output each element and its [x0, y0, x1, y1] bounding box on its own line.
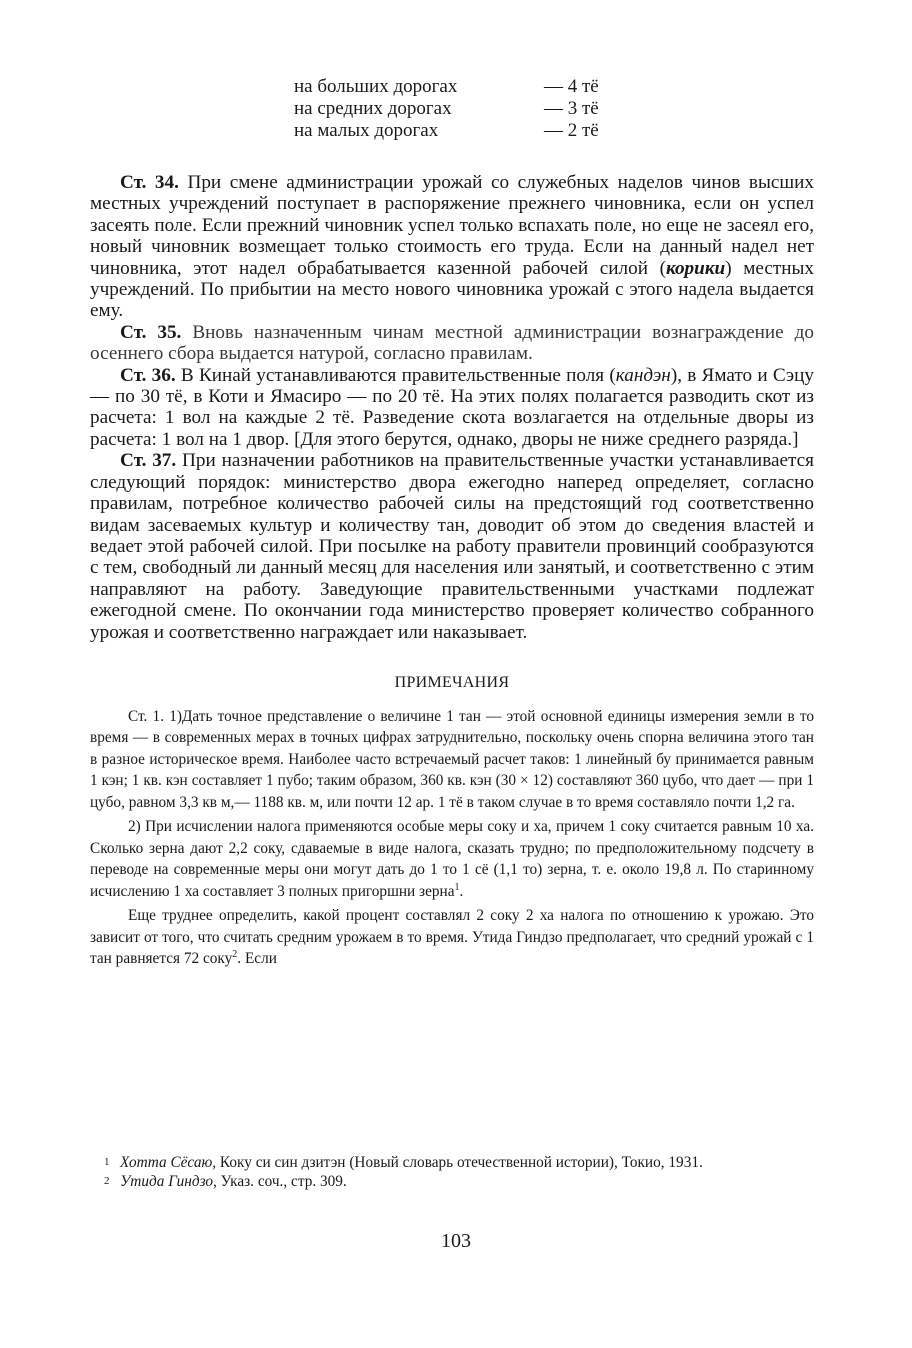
- article-34: [90, 172, 814, 322]
- road-label: на средних дорогах: [294, 98, 452, 119]
- footnote-content: Коку си син дзитэн (Новый словарь отечественной истории), Токио, 1931.: [216, 1154, 703, 1171]
- article-number: Ст. 34.: [120, 172, 179, 193]
- article-text: При смене администрации урожай со служебных наделов чинов высших местных учреждений поступает в распоряжение прежнего чиновника, если он успел засеять поле. Если прежний чиновник успел только вспахать поле, но еще не засеял его, новый чиновник возмещает только стоимость его труда. Если на данный надел нет чиновника, этот надел обрабатывается казенной рабочей силой (: [90, 172, 814, 279]
- road-row: [294, 98, 624, 120]
- footnote-mark: 1: [104, 1156, 110, 1168]
- notes-heading: ПРИМЕЧАНИЯ: [394, 673, 510, 691]
- article-36: [90, 365, 814, 451]
- road-row: [294, 76, 624, 98]
- article-37: [90, 450, 814, 643]
- footnote-ref: 2: [232, 949, 238, 961]
- notes-section: [90, 706, 814, 970]
- note-text: .: [459, 882, 464, 900]
- footnote-text: [120, 1173, 816, 1190]
- note-paragraph: [90, 706, 814, 814]
- term-koriki: корики: [665, 257, 726, 279]
- road-value: — 4 тё: [544, 76, 599, 97]
- article-35: [90, 322, 814, 365]
- footnote-author: Хотта Сёсаю,: [120, 1154, 217, 1171]
- footnote: [104, 1154, 816, 1171]
- footnote: [104, 1173, 816, 1190]
- footnote-ref: 1: [454, 881, 460, 893]
- article-number: Ст. 35.: [120, 321, 182, 343]
- term-kanden: кандэн: [615, 364, 671, 386]
- footnote-text: [120, 1154, 816, 1171]
- page-body: [90, 76, 814, 973]
- article-text: Вновь назначенным чинам местной администрации вознаграждение до осеннего сбора выдается натурой, согласно правилам.: [90, 321, 814, 365]
- article-text: ) местных учреждений. По прибытии на место нового чиновника урожай с этого надела выдается ему.: [90, 257, 814, 322]
- article-text: ), в Ямато и Сэцу — по 30 тё, в Коти и Ямасиро — по 20 тё. На этих полях полагается разводить скот из расчета: 1 вол на каждые 2 тё. Разведение скота возлагается на отдельные дворы из расчета: 1 вол на 1 двор. [Для этого берутся, однако, дворы не ниже среднего разряда.]: [90, 364, 815, 450]
- note-paragraph: [90, 905, 814, 970]
- article-text: В Кинай устанавливаются правительственные поля (: [180, 364, 616, 386]
- road-value: — 2 тё: [544, 120, 599, 141]
- road-label: на больших дорогах: [294, 76, 458, 97]
- road-value: — 3 тё: [544, 98, 599, 119]
- note-text: Ст. 1. 1)Дать точное представление о величине 1 тан — этой основной единицы измерения земли в то время — в современных мерах в точных цифрах затруднительно, поскольку очень спорна величина этого тан в разное историческое время. Наиболее часто встречаемый расчет таков: 1 линейный бу принимается равным 1 кэн; 1 кв. кэн составляет 1 пубо; таким образом, 360 кв. кэн (30 × 12) составляют 360 цубо, что дает — при 1 цубо, равном 3,3 кв м,— 1188 кв. м, или почти 12 ар. 1 тё в таком случае в то время составляло почти 1,2 га.: [90, 707, 814, 811]
- footnote-mark: 2: [104, 1175, 110, 1187]
- footnotes: [104, 1154, 816, 1192]
- footnote-author: Утида Гиндзо,: [120, 1173, 217, 1190]
- article-text: При назначении работников на правительственные участки устанавливается следующий порядок: министерство двора ежегодно наперед определяет, согласно правилам, потребное количество рабочей силы на предстоящий год соответственно видам засеваемых культур и количеству тан, доводит об этом до сведения властей и ведает этой рабочей силой. При посылке на работу правители провинций сообразуются с тем, свободный ли данный месяц для населения или занятый, и соответственно с этим направляют на работу. Заведующие правительственными участками подлежат ежегодной смене. По окончании года министерство проверяет количество собранного урожая и соответственно награждает или наказывает.: [90, 450, 815, 643]
- note-text: Еще труднее определить, какой процент составлял 2 соку 2 ха налога по отношению к урожаю. Это зависит от того, что считать средним урожаем в то время. Утида Гиндзо предполагает, что средний урожай с 1 тан равняется 72 соку: [90, 907, 814, 968]
- note-text: . Если: [237, 950, 277, 968]
- page-number: 103: [441, 1230, 471, 1252]
- article-number: Ст. 36.: [120, 364, 176, 386]
- article-number: Ст. 37.: [120, 450, 177, 472]
- road-row: [294, 120, 624, 142]
- note-text: 2) При исчислении налога применяются особые меры соку и ха, причем 1 соку считается равным 10 ха. Сколько зерна дают 2,2 соку, сдаваемые в виде налога, сказать трудно; по предположительному подсчету в переводе на современные меры они могут дать до 1 то 1 сё (1,1 то) зерна, т. е. около 19,8 л. По старинному исчислению 1 ха составляет 3 полных пригоршни зерна: [90, 818, 814, 900]
- articles-section: [90, 172, 814, 643]
- note-paragraph: [90, 816, 814, 902]
- road-label: на малых дорогах: [294, 120, 439, 141]
- footnote-content: Указ. соч., стр. 309.: [216, 1173, 347, 1190]
- road-rates-table: [294, 76, 624, 142]
